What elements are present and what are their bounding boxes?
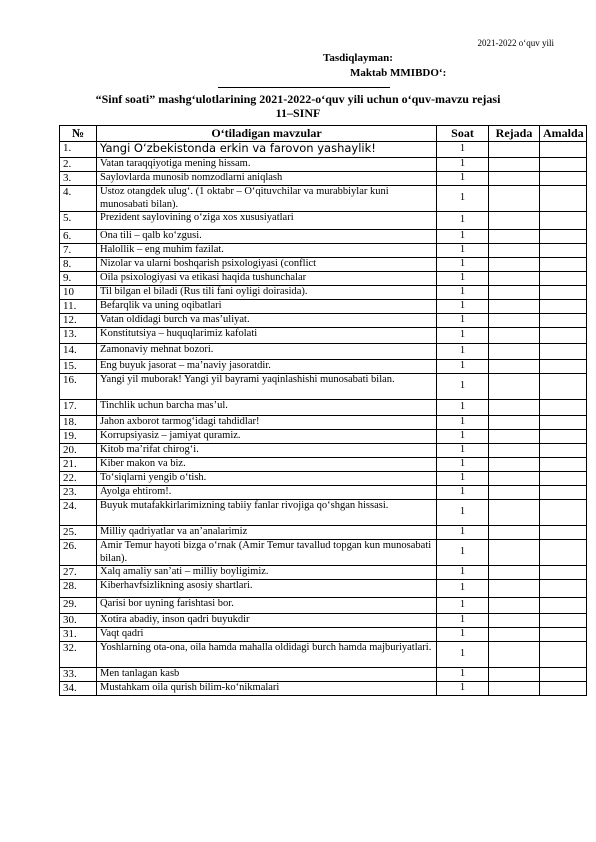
row-planned <box>489 430 540 444</box>
table-row <box>60 668 587 682</box>
table-row <box>60 472 587 486</box>
row-planned <box>489 682 540 696</box>
row-hours: 1 <box>437 500 489 526</box>
table-row <box>60 458 587 472</box>
row-hours: 1 <box>437 142 489 158</box>
row-planned <box>489 212 540 230</box>
row-planned <box>489 416 540 430</box>
row-hours: 1 <box>437 598 489 614</box>
row-hours: 1 <box>437 172 489 186</box>
row-topic: Ustoz otangdek ulug‘. (1 oktabr – O‘qituvchilar va murabbiylar kuni munosabati bilan). <box>97 186 437 212</box>
row-topic: Til bilgan el biladi (Rus tili fani oyligi doirasida). <box>97 286 437 300</box>
table-row <box>60 328 587 344</box>
row-actual <box>540 472 587 486</box>
row-number: 14. <box>60 344 97 360</box>
table-row <box>60 360 587 374</box>
row-planned <box>489 272 540 286</box>
row-number: 31. <box>60 628 97 642</box>
school-director-label: Maktab MMIBDO‘: <box>350 67 447 79</box>
row-planned <box>489 668 540 682</box>
table-row <box>60 416 587 430</box>
row-hours: 1 <box>437 458 489 472</box>
row-number: 30. <box>60 614 97 628</box>
row-topic: Oila psixologiyasi va etikasi haqida tushunchalar <box>97 272 437 286</box>
row-hours: 1 <box>437 286 489 300</box>
row-topic: Vaqt qadri <box>97 628 437 642</box>
row-hours: 1 <box>437 628 489 642</box>
row-hours: 1 <box>437 416 489 430</box>
row-hours: 1 <box>437 486 489 500</box>
row-planned <box>489 486 540 500</box>
row-number: 9. <box>60 272 97 286</box>
row-number: 7. <box>60 244 97 258</box>
table-row <box>60 142 587 158</box>
row-actual <box>540 540 587 566</box>
title-line-2: 11–SINF <box>275 106 321 120</box>
row-topic: Qarisi bor uyning farishtasi bor. <box>97 598 437 614</box>
row-topic: Ona tili – qalb ko‘zgusi. <box>97 230 437 244</box>
row-hours: 1 <box>437 540 489 566</box>
row-actual <box>540 628 587 642</box>
row-topic: Xotira abadiy, inson qadri buyukdir <box>97 614 437 628</box>
row-planned <box>489 258 540 272</box>
row-actual <box>540 314 587 328</box>
row-actual <box>540 230 587 244</box>
row-actual <box>540 500 587 526</box>
row-topic: Mustahkam oila qurish bilim-ko‘nikmalari <box>97 682 437 696</box>
row-hours: 1 <box>437 614 489 628</box>
row-hours: 1 <box>437 360 489 374</box>
row-number: 5. <box>60 212 97 230</box>
row-planned <box>489 314 540 328</box>
row-actual <box>540 682 587 696</box>
row-planned <box>489 580 540 598</box>
row-hours: 1 <box>437 642 489 668</box>
row-planned <box>489 158 540 172</box>
row-hours: 1 <box>437 230 489 244</box>
table-row <box>60 272 587 286</box>
row-hours: 1 <box>437 580 489 598</box>
row-hours: 1 <box>437 526 489 540</box>
row-hours: 1 <box>437 186 489 212</box>
row-topic: Men tanlagan kasb <box>97 668 437 682</box>
header-actual: Amalda <box>540 126 587 142</box>
row-number: 6. <box>60 230 97 244</box>
row-planned <box>489 500 540 526</box>
row-actual <box>540 430 587 444</box>
row-topic: To‘siqlarni yengib o‘tish. <box>97 472 437 486</box>
row-number: 24. <box>60 500 97 526</box>
table-row <box>60 628 587 642</box>
row-number: 23. <box>60 486 97 500</box>
row-planned <box>489 344 540 360</box>
row-actual <box>540 258 587 272</box>
row-actual <box>540 172 587 186</box>
row-hours: 1 <box>437 374 489 400</box>
row-planned <box>489 328 540 344</box>
table-row <box>60 540 587 566</box>
row-actual <box>540 142 587 158</box>
row-number: 11. <box>60 300 97 314</box>
table-row <box>60 344 587 360</box>
row-number: 19. <box>60 430 97 444</box>
row-number: 17. <box>60 400 97 416</box>
row-topic: Nizolar va ularni boshqarish psixologiyasi (conflict <box>97 258 437 272</box>
row-actual <box>540 286 587 300</box>
row-planned <box>489 300 540 314</box>
row-topic: Kitob ma’rifat chirog‘i. <box>97 444 437 458</box>
row-hours: 1 <box>437 258 489 272</box>
row-planned <box>489 286 540 300</box>
header-topic: O‘tiladigan mavzular <box>97 126 437 142</box>
title-line-1: “Sinf soati” mashg‘ulotlarining 2021-2022-o‘quv yili uchun o‘quv-mavzu rejasi <box>95 92 501 106</box>
table-row <box>60 400 587 416</box>
row-number: 16. <box>60 374 97 400</box>
row-topic: Buyuk mutafakkirlarimizning tabiiy fanlar rivojiga qo‘shgan hissasi. <box>97 500 437 526</box>
topics-table <box>59 125 587 696</box>
row-planned <box>489 458 540 472</box>
row-topic: Yoshlarning ota-ona, oila hamda mahalla oldidagi burch hamda majburiyatlari. <box>97 642 437 668</box>
row-number: 15. <box>60 360 97 374</box>
row-topic: Kiberhavfsizlikning asosiy shartlari. <box>97 580 437 598</box>
row-topic: Kiber makon va biz. <box>97 458 437 472</box>
row-hours: 1 <box>437 300 489 314</box>
row-hours: 1 <box>437 472 489 486</box>
row-actual <box>540 328 587 344</box>
row-topic: Eng buyuk jasorat – ma’naviy jasoratdir. <box>97 360 437 374</box>
row-number: 18. <box>60 416 97 430</box>
header-planned: Rejada <box>489 126 540 142</box>
row-topic: Korrupsiyasiz – jamiyat quramiz. <box>97 430 437 444</box>
row-topic: Tinchlik uchun barcha mas’ul. <box>97 400 437 416</box>
row-number: 20. <box>60 444 97 458</box>
row-planned <box>489 628 540 642</box>
row-actual <box>540 344 587 360</box>
row-actual <box>540 580 587 598</box>
row-actual <box>540 186 587 212</box>
row-actual <box>540 526 587 540</box>
table-row <box>60 314 587 328</box>
row-actual <box>540 668 587 682</box>
row-planned <box>489 526 540 540</box>
row-planned <box>489 172 540 186</box>
row-topic: Konstitutsiya – huquqlarimiz kafolati <box>97 328 437 344</box>
table-row <box>60 598 587 614</box>
row-number: 4. <box>60 186 97 212</box>
row-hours: 1 <box>437 682 489 696</box>
row-number: 13. <box>60 328 97 344</box>
row-number: 29. <box>60 598 97 614</box>
row-actual <box>540 272 587 286</box>
row-number: 32. <box>60 642 97 668</box>
row-hours: 1 <box>437 158 489 172</box>
row-number: 8. <box>60 258 97 272</box>
table-row <box>60 614 587 628</box>
row-actual <box>540 614 587 628</box>
row-actual <box>540 158 587 172</box>
document-title <box>60 92 536 120</box>
row-actual <box>540 212 587 230</box>
table-row <box>60 212 587 230</box>
row-planned <box>489 642 540 668</box>
row-hours: 1 <box>437 314 489 328</box>
signature-line <box>218 86 390 88</box>
table-row <box>60 580 587 598</box>
row-actual <box>540 598 587 614</box>
row-topic: Halollik – eng muhim fazilat. <box>97 244 437 258</box>
row-hours: 1 <box>437 400 489 416</box>
row-planned <box>489 444 540 458</box>
row-actual <box>540 300 587 314</box>
row-topic: Zamonaviy mehnat bozori. <box>97 344 437 360</box>
row-planned <box>489 186 540 212</box>
row-planned <box>489 400 540 416</box>
row-planned <box>489 142 540 158</box>
row-planned <box>489 614 540 628</box>
approval-label: Tasdiqlayman: <box>323 52 393 64</box>
table-row <box>60 186 587 212</box>
school-year: 2021-2022 o‘quv yili <box>477 38 554 48</box>
row-hours: 1 <box>437 430 489 444</box>
row-number: 26. <box>60 540 97 566</box>
row-number: 27. <box>60 566 97 580</box>
row-actual <box>540 374 587 400</box>
row-number: 21. <box>60 458 97 472</box>
row-topic: Befarqlik va uning oqibatlari <box>97 300 437 314</box>
row-actual <box>540 244 587 258</box>
table-row <box>60 526 587 540</box>
row-planned <box>489 360 540 374</box>
row-number: 1. <box>60 142 97 158</box>
table-header-row <box>60 126 587 142</box>
table-row <box>60 286 587 300</box>
row-actual <box>540 360 587 374</box>
table-row <box>60 486 587 500</box>
row-actual <box>540 486 587 500</box>
row-number: 34. <box>60 682 97 696</box>
table-row <box>60 258 587 272</box>
row-number: 12. <box>60 314 97 328</box>
row-number: 10 <box>60 286 97 300</box>
row-topic: Amir Temur hayoti bizga o‘rnak (Amir Temur tavallud topgan kun munosabati bilan). <box>97 540 437 566</box>
table-row <box>60 430 587 444</box>
table-row <box>60 230 587 244</box>
table-row <box>60 682 587 696</box>
row-topic: Ayolga ehtirom!. <box>97 486 437 500</box>
row-actual <box>540 400 587 416</box>
row-number: 25. <box>60 526 97 540</box>
row-planned <box>489 374 540 400</box>
table-row <box>60 566 587 580</box>
row-hours: 1 <box>437 566 489 580</box>
row-hours: 1 <box>437 272 489 286</box>
row-actual <box>540 566 587 580</box>
row-planned <box>489 244 540 258</box>
row-planned <box>489 230 540 244</box>
row-topic: Xalq amaliy san’ati – milliy boyligimiz. <box>97 566 437 580</box>
table-row <box>60 172 587 186</box>
table-row <box>60 244 587 258</box>
row-hours: 1 <box>437 444 489 458</box>
table-row <box>60 444 587 458</box>
row-number: 28. <box>60 580 97 598</box>
row-number: 33. <box>60 668 97 682</box>
table-row <box>60 500 587 526</box>
table-row <box>60 374 587 400</box>
row-number: 3. <box>60 172 97 186</box>
row-topic: Yangi yil muborak! Yangi yil bayrami yaqinlashishi munosabati bilan. <box>97 374 437 400</box>
row-hours: 1 <box>437 668 489 682</box>
row-topic: Vatan taraqqiyotiga mening hissam. <box>97 158 437 172</box>
row-topic: Milliy qadriyatlar va an’analarimiz <box>97 526 437 540</box>
row-topic: Vatan oldidagi burch va mas’uliyat. <box>97 314 437 328</box>
row-topic: Jahon axborot tarmog‘idagi tahdidlar! <box>97 416 437 430</box>
row-planned <box>489 472 540 486</box>
row-topic: Saylovlarda munosib nomzodlarni aniqlash <box>97 172 437 186</box>
row-number: 2. <box>60 158 97 172</box>
row-hours: 1 <box>437 212 489 230</box>
row-planned <box>489 540 540 566</box>
row-actual <box>540 642 587 668</box>
table-row <box>60 642 587 668</box>
row-actual <box>540 444 587 458</box>
row-number: 22. <box>60 472 97 486</box>
row-planned <box>489 566 540 580</box>
row-topic: Prezident saylovining o‘ziga xos xususiyatlari <box>97 212 437 230</box>
row-hours: 1 <box>437 244 489 258</box>
table-row <box>60 300 587 314</box>
row-hours: 1 <box>437 344 489 360</box>
row-actual <box>540 416 587 430</box>
row-planned <box>489 598 540 614</box>
row-actual <box>540 458 587 472</box>
header-hours: Soat <box>437 126 489 142</box>
row-hours: 1 <box>437 328 489 344</box>
table-row <box>60 158 587 172</box>
header-number: № <box>60 126 97 142</box>
row-topic: Yangi O‘zbekistonda erkin va farovon yashaylik! <box>97 142 437 158</box>
